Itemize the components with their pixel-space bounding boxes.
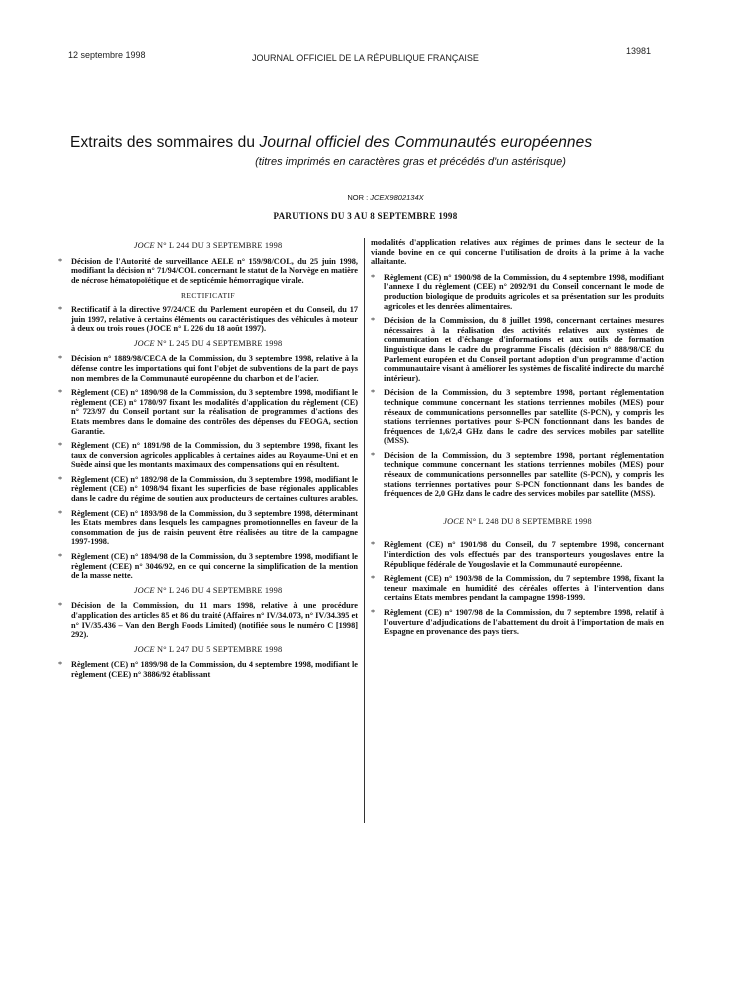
nor-reference <box>0 193 731 202</box>
section-heading-l246: JOCE N° L 246 DU 4 SEPTEMBRE 1998 <box>133 585 283 595</box>
asterisk-marker: * <box>58 660 63 670</box>
entry-item: * Règlement (CE) n° 1901/98 du Conseil, du 7 septembre 1998, concernant l'interdiction des vols effectués par des transporteurs yougoslaves entre la République fédérale de Yougoslavie et la Communauté européenne. <box>371 540 664 569</box>
page-title-journal: Journal officiel des Communautés européennes <box>259 134 593 151</box>
asterisk-marker: * <box>371 540 376 550</box>
nor-label: NOR : <box>347 193 371 202</box>
asterisk-marker: * <box>58 474 63 484</box>
header-journal-title: JOURNAL OFFICIEL DE LA RÉPUBLIQUE FRANÇAISE <box>252 53 479 63</box>
entry-item: * Décision de la Commission, du 8 juillet 1998, concernant certaines mesures nécessaires à la réalisation des activités relatives aux systèmes de communication et d'échange d'informations et aux outils de formation linguistique dans le cadre du programme Fiscalis (décision n° 888/98/CE du Parlement européen et du Conseil portant adoption d'un programme d'action communautaire visant à améliorer les systèmes de fiscalité indirecte du marché intérieur). <box>371 316 664 383</box>
asterisk-marker: * <box>371 574 376 584</box>
entry-item: * Règlement (CE) n° 1903/98 de la Commission, du 7 septembre 1998, fixant la teneur maximale en humidité des céréales offertes à l'intervention dans certains Etats membres pendant la campagne 1998-1999. <box>371 574 664 603</box>
entry-item: * Règlement (CE) n° 1907/98 de la Commission, du 7 septembre 1998, relatif à l'ouverture d'adjudications de l'abattement du droit à l'importation de maïs en Espagne en provenance des pays tiers. <box>371 608 664 637</box>
nor-code: JCEX9802134X <box>370 193 424 202</box>
asterisk-marker: * <box>371 272 376 282</box>
asterisk-marker: * <box>371 388 376 398</box>
section-heading-l245: JOCE N° L 245 DU 4 SEPTEMBRE 1998 <box>133 338 283 348</box>
spacer <box>371 504 664 514</box>
page-subtitle: (titres imprimés en caractères gras et précédés d'un astérisque) <box>255 156 566 168</box>
entry-item: * Règlement (CE) n° 1890/98 de la Commission, du 3 septembre 1998, modifiant le règlement (CE) n° 1780/97 fixant les modalités d'application du règlement (CE) n° 723/97 du Conseil portant sur la réalisation de programmes d'actions des Etats membres dans le domaine des contrôles des dépenses du FEOGA, section Garantie. <box>58 388 358 436</box>
entry-item: * Décision n° 1889/98/CECA de la Commission, du 3 septembre 1998, relative à la défense contre les importations qui font l'objet de subventions de la part de pays non membres de la Communauté européenne du charbon et de l'acier. <box>58 354 358 383</box>
asterisk-marker: * <box>58 441 63 451</box>
entry-item: * Décision de la Commission, du 3 septembre 1998, portant réglementation technique commune concernant les stations terriennes mobiles (MES) pour réseaux de communications personnelles par satellite (S-PCN), y compris les stations terriennes portatives pour S-PCN fonctionnant dans les bandes de fréquences de 1,6/2,4 GHz dans le cadre des services mobiles par satellite (MSS). <box>371 388 664 446</box>
right-column <box>371 238 664 642</box>
continued-text: modalités d'application relatives aux régimes de primes dans le secteur de la viande bovine en ce qui concerne l'utilisation de droits à la prime à la vache allaitante. <box>371 238 664 267</box>
page-title-prefix: Extraits des sommaires du <box>70 134 260 151</box>
asterisk-marker: * <box>58 552 63 562</box>
asterisk-marker: * <box>58 256 63 266</box>
header-page-number: 13981 <box>625 46 651 56</box>
entry-item: * Règlement (CE) n° 1891/98 de la Commission, du 3 septembre 1998, fixant les taux de conversion agricoles applicables à certaines aides au Royaume-Uni et en Suède ainsi que les montants maximaux des compensations qui en résultent. <box>58 441 358 470</box>
asterisk-marker: * <box>58 304 63 314</box>
spacer <box>371 532 664 540</box>
asterisk-marker: * <box>371 316 376 326</box>
asterisk-marker: * <box>58 388 63 398</box>
asterisk-marker: * <box>371 608 376 617</box>
section-heading-l248: JOCE N° L 248 DU 8 SEPTEMBRE 1998 <box>443 516 592 526</box>
entry-item: * Décision de la Commission, du 11 mars 1998, relative à une procédure d'application des articles 85 et 86 du traité (Affaires n° IV/34.073, n° IV/34.395 et n° IV/35.436 – Van den Bergh Foods Limited) (notifiée sous le numéro C [1998] 292). <box>58 601 358 640</box>
parutions-heading: PARUTIONS DU 3 AU 8 SEPTEMBRE 1998 <box>273 211 458 221</box>
asterisk-marker: * <box>58 508 63 518</box>
asterisk-marker: * <box>58 354 63 364</box>
entry-item: * Décision de la Commission, du 3 septembre 1998, portant réglementation technique commune concernant les stations terriennes mobiles (MES) pour réseaux de communications personnelles par satellite (S-PCN), y compris les stations terriennes portatives pour S-PCN fonctionnant dans les bandes de fréquences de 2,0 GHz dans le cadre des services mobiles par satellite (MSS). <box>371 450 664 499</box>
entry-item: * Règlement (CE) n° 1894/98 de la Commission, du 3 septembre 1998, modifiant le règlement (CEE) n° 3046/92, en ce qui concerne la simplification de la mention de la masse nette. <box>58 552 358 581</box>
entry-item: * Rectificatif à la directive 97/24/CE du Parlement européen et du Conseil, du 17 juin 1997, relative à certains éléments ou caractéristiques des véhicules à moteur à deux ou trois roues (JOCE n° L 226 du 18 août 1997). <box>58 304 358 334</box>
entry-item: * Décision de l'Autorité de surveillance AELE n° 159/98/COL, du 25 juin 1998, modifiant la décision n° 71/94/COL concernant le statut de la Norvège en matière de nécrose hématopoïétique et de septicémie hémorragique virale. <box>58 256 358 285</box>
column-divider <box>364 238 365 823</box>
asterisk-marker: * <box>371 450 376 460</box>
section-heading-l244: JOCE N° L 244 DU 3 SEPTEMBRE 1998 <box>133 241 283 250</box>
entry-item: * Règlement (CE) n° 1893/98 de la Commission, du 3 septembre 1998, déterminant les Etats membres dans lesquels les campagnes promotionnelles en faveur de la consommation de jus de raisin peuvent être réalisées au titre de la campagne 1997-1998. <box>58 508 358 547</box>
entry-item: * Règlement (CE) n° 1900/98 de la Commission, du 4 septembre 1998, modifiant l'annexe I du règlement (CEE) n° 2092/91 du Conseil concernant le mode de production biologique de produits agricoles et sa présentation sur les produits agricoles et les denrées alimentaires. <box>371 272 664 311</box>
header-date: 12 septembre 1998 <box>68 50 146 60</box>
section-heading-l247: JOCE N° L 247 DU 5 SEPTEMBRE 1998 <box>133 644 283 654</box>
entry-item: * Règlement (CE) n° 1899/98 de la Commission, du 4 septembre 1998, modifiant le règlement (CEE) n° 3886/92 établissant <box>58 660 358 679</box>
left-column <box>58 238 358 685</box>
rectificatif-heading: RECTIFICATIF <box>181 291 235 301</box>
asterisk-marker: * <box>58 601 63 611</box>
entry-item: * Règlement (CE) n° 1892/98 de la Commission, du 3 septembre 1998, modifiant le règlement (CE) n° 1098/94 fixant les superficies de base régionales applicables dans le cadre du régime de soutien aux producteurs de certaines cultures arables. <box>58 474 358 504</box>
page-title <box>70 134 592 152</box>
